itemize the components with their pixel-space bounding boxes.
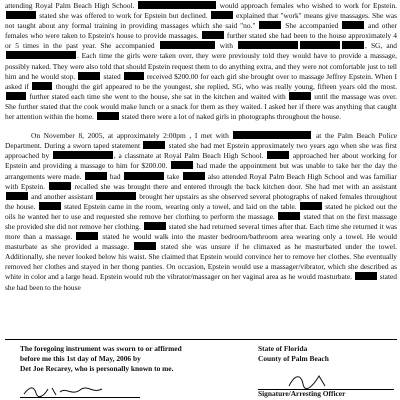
redaction-bar [96,192,136,200]
notary-line-2: before me this 1st day of May, 2006 by [20,354,141,364]
paragraph-2: On November 8, 2005, at approximately 2:00pm , I met with at the Palm Beach Police Department. During a sworn taped statement stated she had met Epstein approximately two years ago when she was first approached by , a classmate at Royal Palm Beach High School. approached her about working for Epstein and providing a massage to him for $200.00. had made the appointment but was unable to take her the day the arrangements were made. had take also attended Royal Palm Beach High School and was familiar with Epstein. recalled she was brought there and entered through the back kitchen door. She had met with an assistant and another assistant brought her upstairs as she observed several photographs of naked females throughout the house. stated Epstein came in the room, wearing only a towel, and laid on the table. stated he picked out the oils he wanted her to use and requested she remove her clothing to perform the massage. stated that on the first massage she provided she did not remove her clothing. stated she had returned several times after that. Each time she returned it was more than a massage. stated he would walk into the master bedroom/bathroom area wearing only a towel. He would masturbate as she provided a massage. stated she was unsure if he climaxed as he masturbated under the towel. Additionally, she never looked below his waist. She claimed that Epstein would convince her to remove her clothes. She eventually removed her clothes and stayed in her thong panties. On occasion, Epstein would use a massager/vibrator, which she described as white in color and a large head. Epstein would rub the vibrator/massager on her vaginal area as he would masturbate. stated she had been to the house [5,131,398,292]
redaction-bar [300,41,340,49]
redaction-bar [183,172,205,180]
redaction-bar [78,72,100,80]
redaction-bar [85,172,107,180]
redaction-bar [6,92,26,100]
redaction-bar [211,11,233,19]
footer-divider [5,339,397,340]
redaction-bar [259,21,281,29]
redaction-bar [202,31,224,39]
officer-signature [285,372,345,390]
redaction-bar [300,202,322,210]
officer-signature-label: Signature/Arresting Officer [258,389,346,398]
redaction-bar [53,151,113,159]
redaction-bar [134,242,156,250]
redaction-bar [143,141,165,149]
redaction-bar [171,161,193,169]
redaction-bar [144,222,166,230]
redaction-bar [278,212,300,220]
redaction-bar [355,272,377,280]
redaction-bar [32,82,52,90]
redaction-bar [124,72,144,80]
notary-signature-line [20,397,140,398]
redaction-bar [39,202,61,210]
state-line: State of Florida [258,344,308,353]
jurisdiction-block [258,344,398,364]
redaction-bar [138,1,216,9]
redaction-bar [160,41,215,49]
redaction-bar [6,11,36,19]
notary-signature [22,384,132,398]
redaction-bar [342,21,364,29]
redaction-bar [342,41,364,49]
redaction-bar [267,151,289,159]
redaction-bar [238,41,298,49]
redaction-bar [97,112,119,120]
redaction-bar [76,232,98,240]
redaction-bar [6,51,76,59]
notary-line-1: The foregoing instrument was sworn to or affirmed [20,344,182,353]
redaction-bar [289,92,311,100]
notary-line-3: Det Joe Recarey, who is personally known to me. [20,364,174,374]
paragraph-1: attending Royal Palm Beach High School. would approach females who wished to work for Epstein. stated she was offered to work for Epstein but declined. explained that "work" means give massages. She was not taught about any formal training in providing massages which she said "no." She accompanied and other females who were taken to Epstein's house to provide massages. further stated she had been to the house approximately 4 or 5 times in the past year. She accompanied with , SG, and . Each time the girls were taken over, they were previously told they would have to provide a massage, possibly naked. They were also told that should Epstein request them to do anything extra, and they were not comfortable just to tell him and he would stop. stated received $200.00 for each girl she brought over to massage Jeffrey Epstein. When I asked if thought the girl appeared to be the youngest, she replied, SG, who was really young, fifteen years old the most. further stated each time she went to the house, she sat in the kitchen and waited with until the massage was over. She further stated that the cook would make lunch or a snack for them as they waited. I asked her if there was anything that caught her attention within the home. stated there were a lot of naked girls in photographs throughout the house. [5,1,398,122]
notary-block [20,344,260,374]
report-body [5,1,397,293]
county-line: County of Palm Beach [258,354,329,364]
redaction-bar [233,131,311,139]
redaction-bar [124,172,164,180]
redaction-bar [49,182,71,190]
paragraph-spacer [5,122,397,131]
redaction-bar [6,192,28,200]
